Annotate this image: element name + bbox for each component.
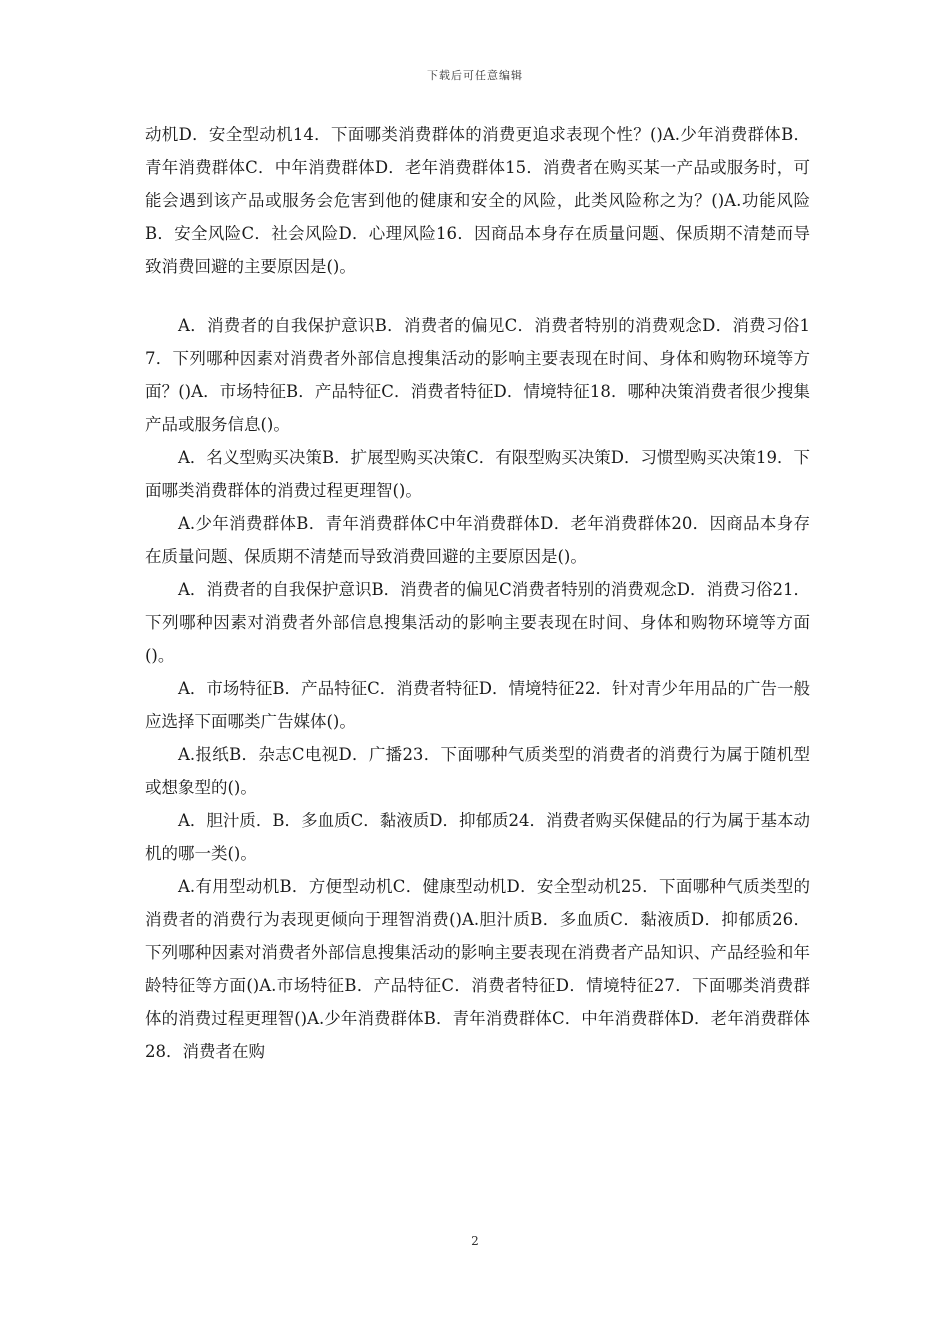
paragraph-6: A．市场特征B．产品特征C．消费者特征D．情境特征22．针对青少年用品的广告一般应选择下面哪类广告媒体()。 — [145, 679, 810, 731]
paragraph-1: 动机D．安全型动机14．下面哪类消费群体的消费更追求表现个性？()A.少年消费群体B．青年消费群体C．中年消费群体D．老年消费群体15．消费者在购买某一产品或服务时，可能会遇到该产品或服务会危害到他的健康和安全的风险，此类风险称之为？()A.功能风险B．安全风险C．社会风险D．心理风险16．因商品本身存在质量问题、保质期不清楚而导致消费回避的主要原因是()。 — [145, 125, 810, 276]
paragraph-2: A．消费者的自我保护意识B．消费者的偏见C．消费者特别的消费观念D．消费习俗17．下列哪种因素对消费者外部信息搜集活动的影响主要表现在时间、身体和购物环境等方面？()A．市场特征B．产品特征C．消费者特征D．情境特征18．哪种决策消费者很少搜集产品或服务信息()。 — [145, 316, 810, 434]
paragraph-4: A.少年消费群体B．青年消费群体C中年消费群体D．老年消费群体20．因商品本身存在质量问题、保质期不清楚而导致消费回避的主要原因是()。 — [145, 514, 810, 566]
paragraph-7: A.报纸B．杂志C电视D．广播23．下面哪种气质类型的消费者的消费行为属于随机型或想象型的()。 — [145, 745, 810, 797]
page-header: 下载后可任意编辑 — [427, 69, 523, 82]
paragraph-9: A.有用型动机B．方便型动机C．健康型动机D．安全型动机25．下面哪种气质类型的消费者的消费行为表现更倾向于理智消费()A.胆汁质B．多血质C．黏液质D．抑郁质26．下列哪种因素对消费者外部信息搜集活动的影响主要表现在消费者产品知识、产品经验和年龄特征等方面()A.市场特征B．产品特征C．消费者特征D．情境特征27．下面哪类消费群体的消费过程更理智()A.少年消费群体B．青年消费群体C．中年消费群体D．老年消费群体28．消费者在购 — [145, 877, 810, 1061]
page-number: 2 — [471, 1234, 479, 1248]
document-body — [145, 118, 810, 1068]
paragraph-5: A．消费者的自我保护意识B．消费者的偏见C消费者特别的消费观念D．消费习俗21．下列哪种因素对消费者外部信息搜集活动的影响主要表现在时间、身体和购物环境等方面()。 — [145, 580, 810, 665]
paragraph-3: A．名义型购买决策B．扩展型购买决策C．有限型购买决策D．习惯型购买决策19．下面哪类消费群体的消费过程更理智()。 — [145, 448, 810, 500]
paragraph-8: A．胆汁质．B．多血质C．黏液质D．抑郁质24．消费者购买保健品的行为属于基本动机的哪一类()。 — [145, 811, 810, 863]
